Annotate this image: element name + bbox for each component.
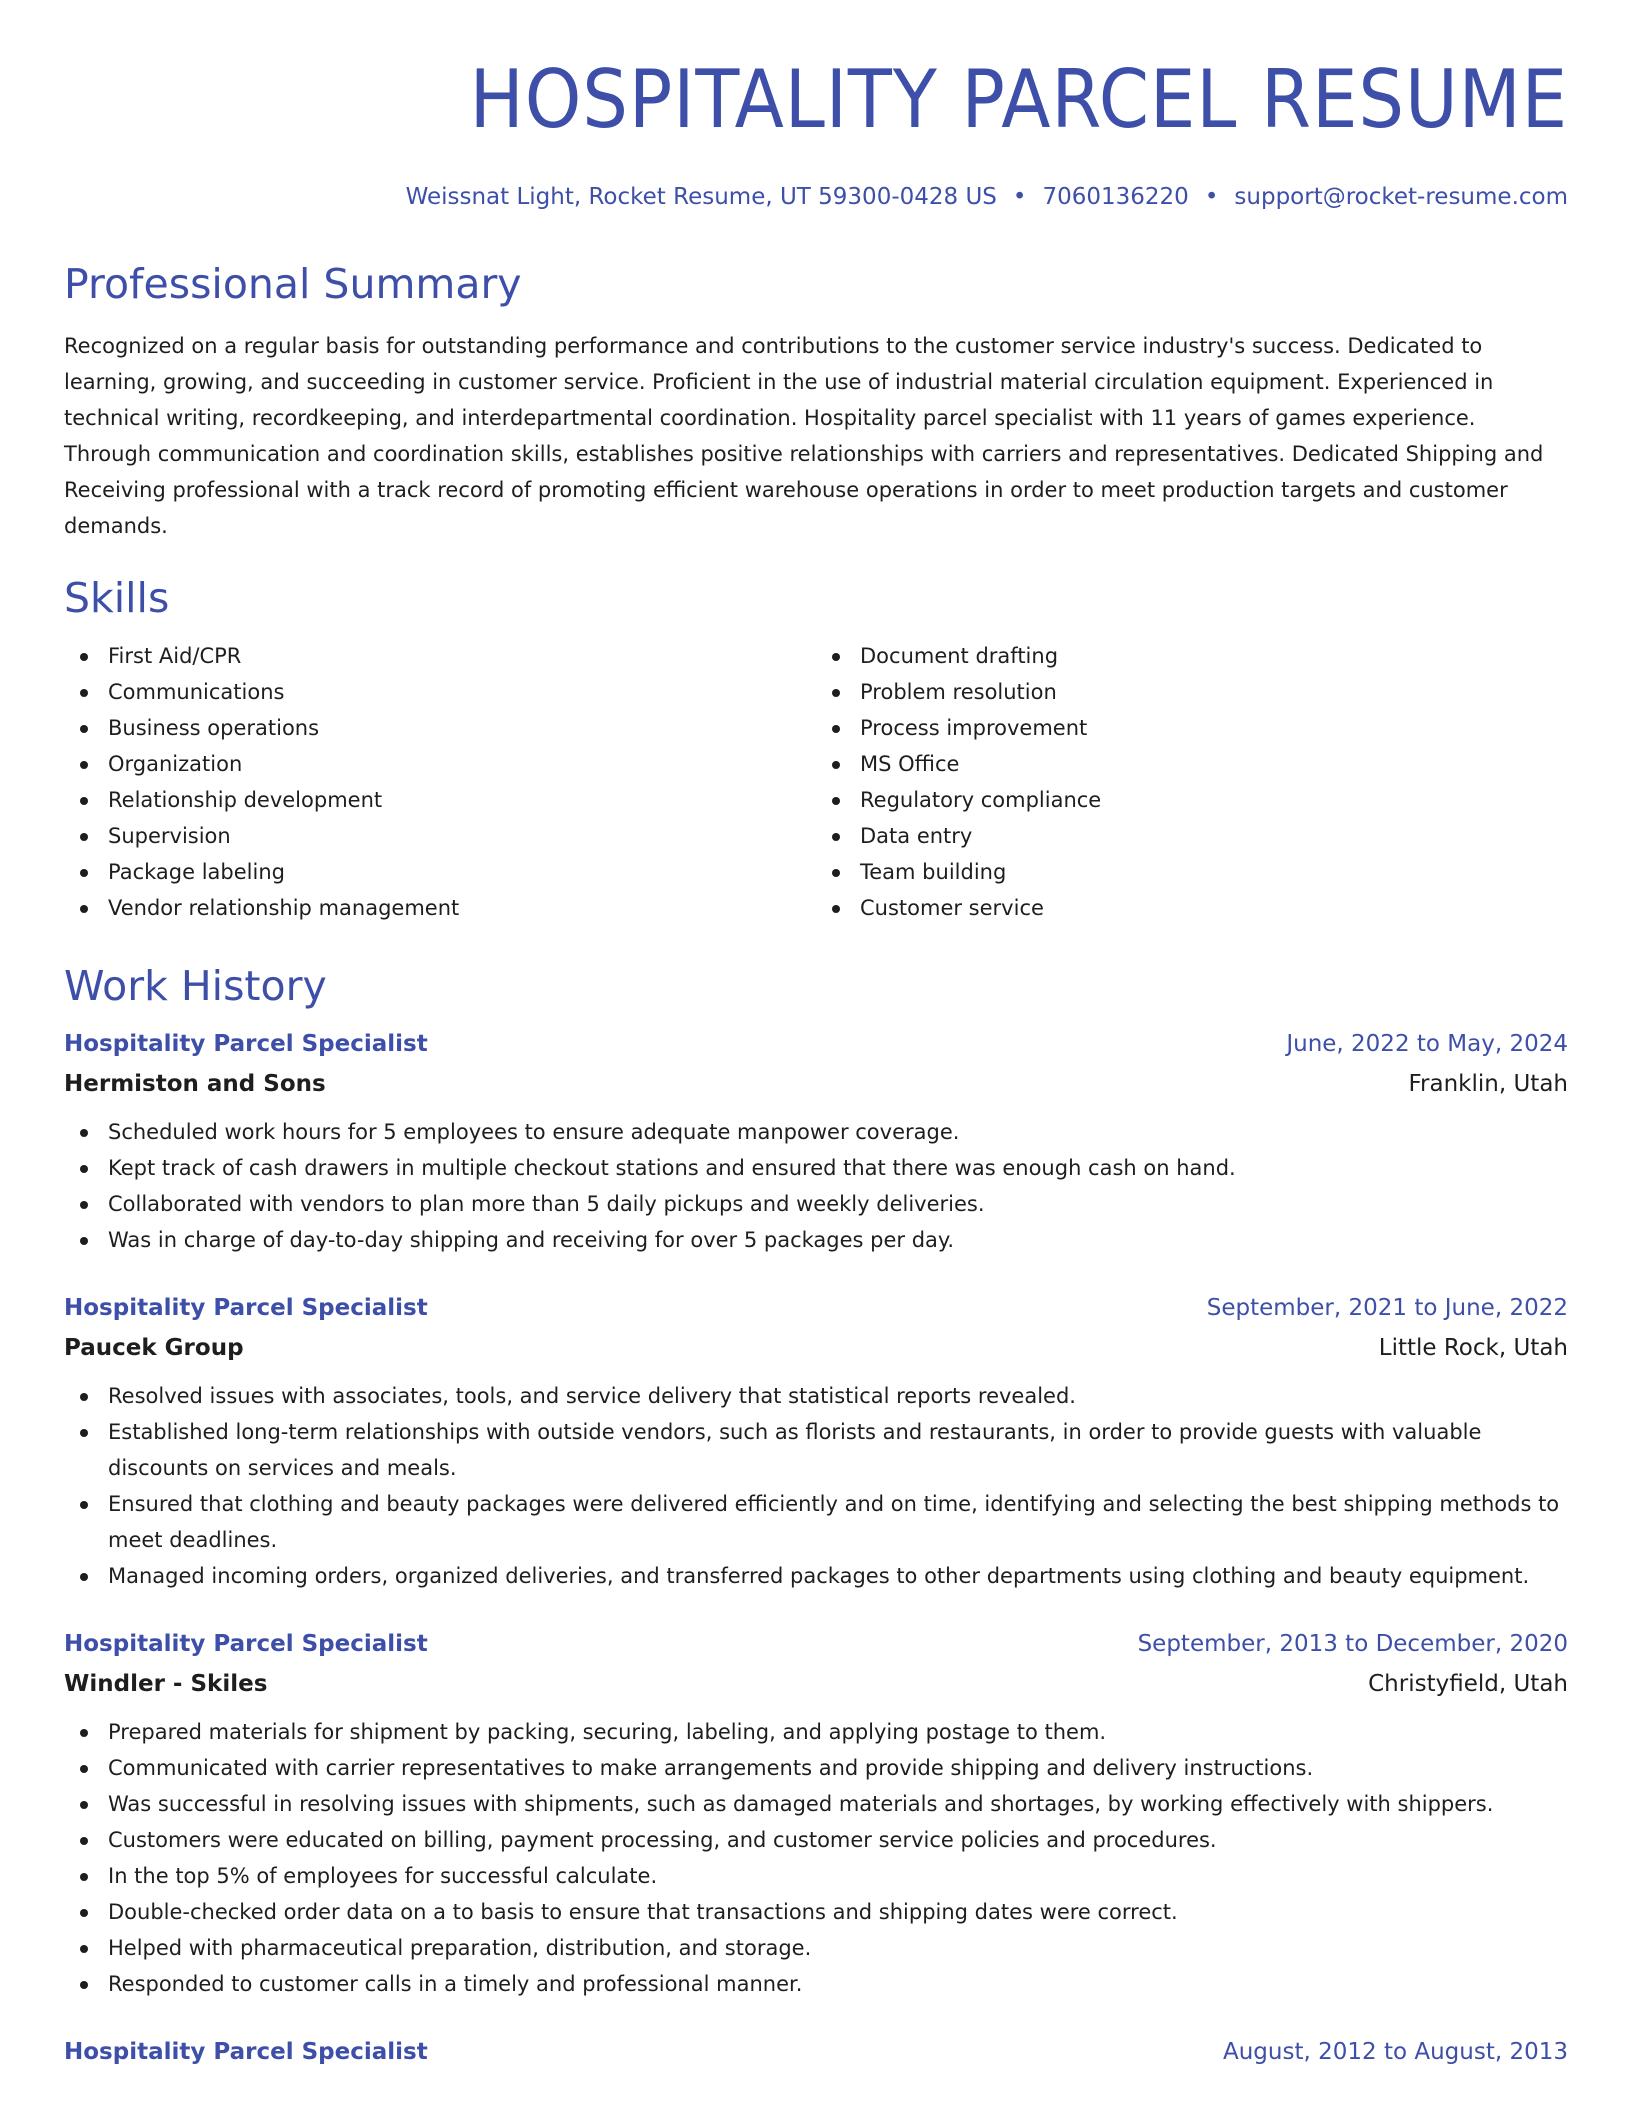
skill-item: Process improvement [816,710,1568,746]
job-bullet: Scheduled work hours for 5 employees to ensure adequate manpower coverage. [64,1114,1568,1150]
job-company-row [64,1328,1568,1368]
skills-heading: Skills [64,574,170,622]
job-company-row [64,1664,1568,1704]
job-header-row [64,2032,1568,2072]
job-bullet: Established long-term relationships with outside vendors, such as florists and restaurants, in order to provide guests with valuable discounts on services and meals. [64,1414,1568,1486]
skill-item: Team building [816,854,1568,890]
job-location: Christyfield, Utah [1368,1671,1568,1697]
skill-item: Relationship development [64,782,816,818]
skills-columns [64,638,1568,926]
job-bullet: Was successful in resolving issues with shipments, such as damaged materials and shortages, by working effectively with shippers. [64,1786,1568,1822]
contact-line [64,184,1568,210]
skill-item: Business operations [64,710,816,746]
job-dates: September, 2013 to December, 2020 [1137,1631,1568,1657]
job-bullet: Ensured that clothing and beauty packages were delivered efficiently and on time, identifying and selecting the best shipping methods to meet deadlines. [64,1486,1568,1558]
job-bullet: Communicated with carrier representatives to make arrangements and provide shipping and delivery instructions. [64,1750,1568,1786]
job-dates: September, 2021 to June, 2022 [1206,1295,1568,1321]
skill-item: Data entry [816,818,1568,854]
job-title: Hospitality Parcel Specialist [64,1031,428,1057]
job-entry [64,1624,1568,2002]
job-dates: June, 2022 to May, 2024 [1286,1031,1568,1057]
summary-text: Recognized on a regular basis for outstanding performance and contributions to the customer service industry's success. Dedicated to learning, growing, and succeeding in customer service. Proficient in the use of industrial material circulation equipment. Experienced in technical writing, recordkeeping, and interdepartmental coordination. Hospitality parcel specialist with 11 years of games experience. Through communication and coordination skills, establishes positive relationships with carriers and representatives. Dedicated Shipping and Receiving professional with a track record of promoting efficient warehouse operations in order to meet production targets and customer demands. [64,334,1544,538]
contact-separator: • [1012,184,1027,210]
job-company: Paucek Group [64,1335,244,1361]
summary-heading: Professional Summary [64,260,522,308]
job-bullets [64,1378,1568,1594]
job-bullet: Resolved issues with associates, tools, and service delivery that statistical reports revealed. [64,1378,1568,1414]
job-bullets [64,1714,1568,2002]
job-bullet: Managed incoming orders, organized deliveries, and transferred packages to other departments using clothing and beauty equipment. [64,1558,1568,1594]
skill-item: First Aid/CPR [64,638,816,674]
job-header-row [64,1288,1568,1328]
job-bullet: Prepared materials for shipment by packing, securing, labeling, and applying postage to them. [64,1714,1568,1750]
skill-item: MS Office [816,746,1568,782]
job-header-row [64,1624,1568,1664]
job-bullet: Customers were educated on billing, payment processing, and customer service policies and procedures. [64,1822,1568,1858]
skill-item: Customer service [816,890,1568,926]
skills-left-list [64,638,816,926]
job-bullet: Responded to customer calls in a timely and professional manner. [64,1966,1568,2002]
job-bullet: Was in charge of day-to-day shipping and receiving for over 5 packages per day. [64,1222,1568,1258]
job-entry [64,1288,1568,1594]
skills-right-list [816,638,1568,926]
job-entry [64,2032,1568,2072]
contact-phone: 7060136220 [1042,184,1189,210]
contact-email[interactable]: support@rocket-resume.com [1234,184,1568,210]
skill-item: Package labeling [64,854,816,890]
skill-item: Supervision [64,818,816,854]
contact-address: Weissnat Light, Rocket Resume, UT 59300-0428 US [405,184,997,210]
job-bullet: In the top 5% of employees for successful calculate. [64,1858,1568,1894]
job-entry [64,1024,1568,1258]
contact-separator: • [1204,184,1219,210]
resume-name: HOSPITALITY PARCEL RESUME [469,53,1569,146]
job-bullet: Helped with pharmaceutical preparation, distribution, and storage. [64,1930,1568,1966]
job-bullet: Collaborated with vendors to plan more than 5 daily pickups and weekly deliveries. [64,1186,1568,1222]
work-history-heading: Work History [64,962,327,1010]
skill-item: Document drafting [816,638,1568,674]
job-header-row [64,1024,1568,1064]
job-bullets [64,1114,1568,1258]
skill-item: Vendor relationship management [64,890,816,926]
job-location: Little Rock, Utah [1378,1335,1568,1361]
resume-header [64,0,1568,210]
skill-item: Problem resolution [816,674,1568,710]
skill-item: Organization [64,746,816,782]
skill-item: Communications [64,674,816,710]
skill-item: Regulatory compliance [816,782,1568,818]
job-company: Hermiston and Sons [64,1071,326,1097]
job-dates: August, 2012 to August, 2013 [1223,2039,1568,2065]
job-title: Hospitality Parcel Specialist [64,2039,428,2065]
job-title: Hospitality Parcel Specialist [64,1295,428,1321]
job-company-row [64,1064,1568,1104]
job-title: Hospitality Parcel Specialist [64,1631,428,1657]
job-company: Windler - Skiles [64,1671,268,1697]
job-bullet: Double-checked order data on a to basis to ensure that transactions and shipping dates were correct. [64,1894,1568,1930]
job-location: Franklin, Utah [1408,1071,1568,1097]
job-bullet: Kept track of cash drawers in multiple checkout stations and ensured that there was enough cash on hand. [64,1150,1568,1186]
